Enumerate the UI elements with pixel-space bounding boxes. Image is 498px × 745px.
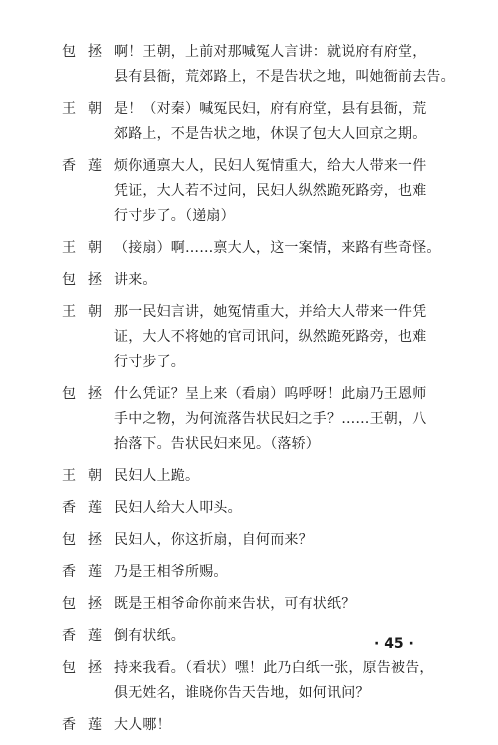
dialogue-line: 什么凭证？呈上来（看扇）呜呼呀！此扇乃王恩师 (114, 386, 427, 402)
dialogue-line: 烦你通禀大人，民妇人冤情重大，给大人带来一件 (114, 158, 427, 174)
dialogue-entry (62, 713, 452, 738)
speaker-name: 香莲 (62, 158, 114, 174)
dialogue-entry (62, 592, 452, 617)
speaker-name: 香莲 (62, 500, 114, 516)
dialogue-entry (62, 300, 452, 375)
speaker-name: 王朝 (62, 240, 114, 256)
dialogue-line: 俱无姓名，谁晓你告天告地，如何讯问？ (114, 685, 370, 701)
dialogue-line: （接扇）啊……禀大人，这一案情，来路有些奇怪。 (114, 240, 441, 256)
dialogue-line: 证，大人不将她的官司讯问，纵然跪死路旁，也难 (114, 329, 427, 345)
dialogue-line: 倒有状纸。 (114, 628, 185, 644)
dialogue-entry (62, 656, 452, 706)
dialogue-line: 民妇人上跪。 (114, 468, 200, 484)
dialogue-entry (62, 236, 452, 261)
dialogue-line: 抬落下。告状民妇来见。（落轿） (114, 436, 320, 452)
speaker-name: 王朝 (62, 101, 114, 117)
dialogue-line: 行寸步了。 (114, 354, 185, 370)
dialogue-line: 啊！王朝，上前对那喊冤人言讲：就说府有府堂， (114, 44, 427, 60)
speaker-name: 香莲 (62, 717, 114, 733)
dialogue (62, 40, 455, 738)
dialogue-line: 手中之物，为何流落告状民妇之手？……王朝，八 (114, 411, 427, 427)
dialogue-entry (62, 382, 452, 457)
dialogue-line: 持来我看。（看状）嘿！此乃白纸一张，原告被告， (114, 660, 434, 676)
dialogue-entry (62, 97, 452, 147)
dialogue-line: 凭证，大人若不过问，民妇人纵然跪死路旁，也难 (114, 183, 427, 199)
speaker-name: 包拯 (62, 532, 114, 548)
dialogue-line: 乃是王相爷所赐。 (114, 564, 228, 580)
dialogue-entry (62, 528, 452, 553)
dialogue-line: 讲来。 (114, 272, 157, 288)
speaker-name: 包拯 (62, 44, 114, 60)
dialogue-line: 大人哪！ (114, 717, 171, 733)
dialogue-entry (62, 40, 455, 90)
speaker-name: 包拯 (62, 272, 114, 288)
speaker-name: 包拯 (62, 386, 114, 402)
dialogue-line: 那一民妇言讲，她冤情重大，并给大人带来一件凭 (114, 304, 427, 320)
dialogue-line: 行寸步了。（递扇） (114, 208, 235, 224)
dialogue-entry (62, 464, 452, 489)
speaker-name: 王朝 (62, 468, 114, 484)
dialogue-entry (62, 496, 452, 521)
dialogue-line: 是！（对秦）喊冤民妇，府有府堂，县有县衙，荒 (114, 101, 427, 117)
speaker-name: 包拯 (62, 596, 114, 612)
dialogue-line: 县有县衙，荒郊路上，不是告状之地，叫她衙前去告。 (114, 69, 455, 85)
dialogue-entry (62, 268, 452, 293)
dialogue-entry (62, 560, 452, 585)
dialogue-line: 郊路上，不是告状之地，休误了包大人回京之期。 (114, 126, 427, 142)
dialogue-line: 民妇人，你这折扇，自何而来？ (114, 532, 313, 548)
dialogue-entry (62, 154, 452, 229)
dialogue-line: 既是王相爷命你前来告状，可有状纸？ (114, 596, 356, 612)
speaker-name: 香莲 (62, 628, 114, 644)
speaker-name: 王朝 (62, 304, 114, 320)
speaker-name: 香莲 (62, 564, 114, 580)
page-number: · 45 · (374, 636, 414, 652)
speaker-name: 包拯 (62, 660, 114, 676)
dialogue-line: 民妇人给大人叩头。 (114, 500, 242, 516)
